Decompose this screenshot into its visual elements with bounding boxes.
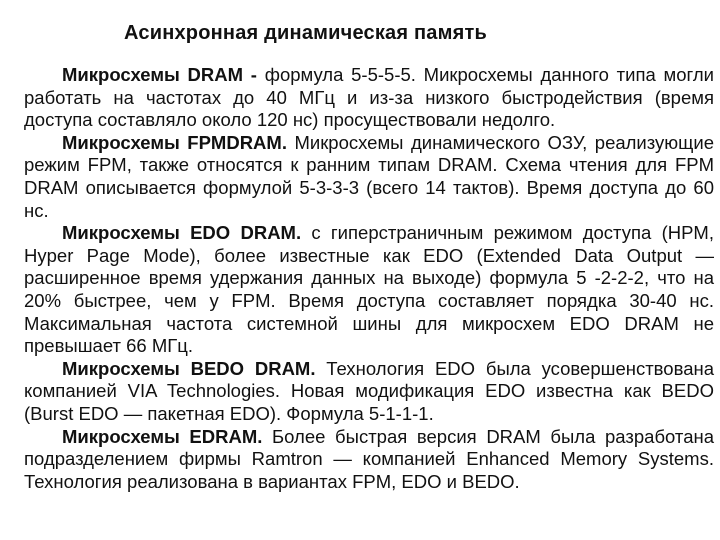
paragraph-lead: Микросхемы EDRAM. xyxy=(62,425,273,447)
paragraph-lead: Микросхемы DRAM - xyxy=(62,64,265,85)
paragraph-lead: Микросхемы BEDO DRAM. xyxy=(62,357,327,379)
paragraph-text: Микросхемы динамического ОЗУ, реализующие режим FPM, также относятся к ранним типам DRAM. Схема чтения для FPM DRAM описывается формулой 5-3-3-3 (всего 14 тактов). Время доступа до 60 нс. xyxy=(24,131,715,221)
paragraph-dram xyxy=(24,64,714,132)
paragraph-lead: Микросхемы EDO DRAM. xyxy=(62,222,312,244)
paragraph-edo-dram xyxy=(24,222,714,358)
paragraph-bedo-dram xyxy=(24,358,714,426)
paragraph-text: Более быстрая версия DRAM была разработана подразделением фирмы Ramtron — компанией Enhanced Memory Systems. Технология реализована в вариантах FPM, EDO и BEDO. xyxy=(24,425,714,492)
slide-title: Асинхронная динамическая память xyxy=(124,22,487,44)
paragraph-text: формула 5-5-5-5. Микросхемы данного типа могли работать на частотах до 40 МГц и из-за низкого быстродействия (время доступа составляло около 120 нс) просуществовали недолго. xyxy=(24,64,714,131)
paragraph-text: Технология EDO была усовершенствована компанией VIA Technologies. Новая модификация EDO известна как BEDO (Burst EDO — пакетная EDO). Формула 5-1-1-1. xyxy=(24,357,714,424)
paragraph-lead: Микросхемы FPMDRAM. xyxy=(62,131,295,153)
paragraph-text: с гиперстраничным режимом доступа (HPM, Hyper Page Mode), более известные как EDO (Extended Data Output — расширенное время удержания данных на выходе) формула 5 -2-2-2, что на 20% быстрее, чем у FPM. Время доступа составляет порядка 30-40 нс. Максимальная частота системной шины для микросхем EDO DRAM не превышает 66 МГц. xyxy=(24,222,714,357)
paragraph-fpmdram xyxy=(24,132,714,222)
paragraph-edram xyxy=(24,426,714,494)
slide-body xyxy=(24,64,714,493)
